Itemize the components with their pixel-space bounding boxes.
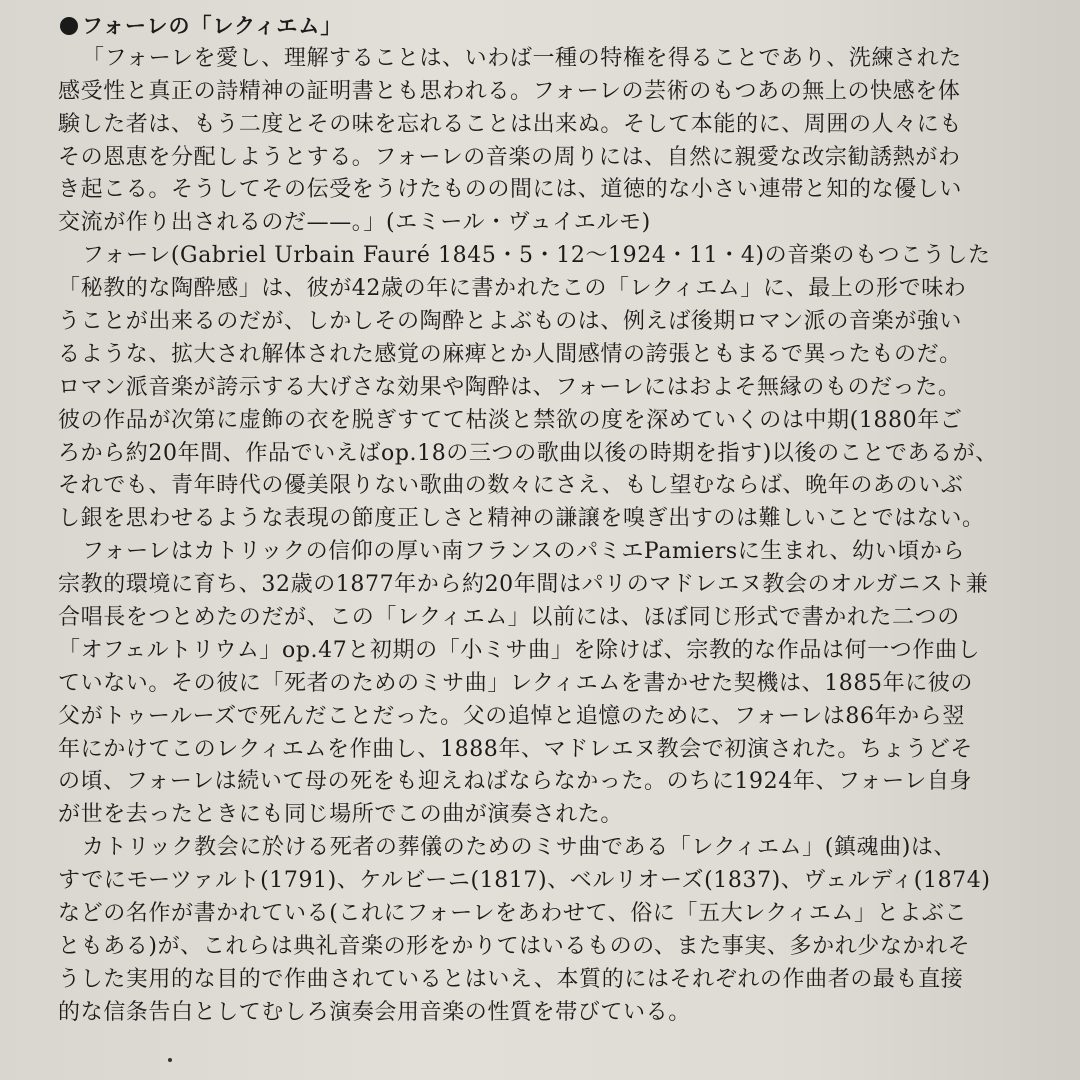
- text-line: フォーレはカトリックの信仰の厚い南フランスのパミエPamiersに生まれ、幼い頃から: [82, 539, 966, 565]
- text-line: 「オフェルトリウム」op.47と初期の「小ミサ曲」を除けば、宗教的な作品は何一つ作曲し: [58, 637, 981, 663]
- text-line: カトリック教会に於ける死者の葬儀のためのミサ曲である「レクィエム」(鎮魂曲)は、: [82, 835, 957, 861]
- text-line: うした実用的な目的で作曲されているとはいえ、本質的にはそれぞれの作曲者の最も直接: [58, 966, 964, 992]
- text-line: それでも、青年時代の優美限りない歌曲の数々にさえ、もし望むならば、晩年のあのいぶ: [58, 473, 964, 499]
- text-line: 交流が作り出されるのだ——。」(エミール・ヴュイエルモ): [58, 210, 651, 236]
- text-line: 宗教的環境に育ち、32歳の1877年から約20年間はパリのマドレエヌ教会のオルガニスト兼: [58, 572, 989, 598]
- text-line: その恩恵を分配しようとする。フォーレの音楽の周りには、自然に親愛な改宗勧誘熱がわ: [58, 144, 961, 170]
- body-text: [58, 10, 1048, 1030]
- text-line: き起こる。そうしてその伝受をうけたものの間には、道徳的な小さい連帯と知的な優しい: [58, 177, 963, 203]
- text-line: ろから約20年間、作品でいえばop.18の三つの歌曲以後の時期を指す)以後のことであるが、: [58, 440, 998, 466]
- heading-text: フォーレの「レクィエム」: [82, 14, 343, 38]
- text-line: の頃、フォーレは続いて母の死をも迎えねばならなかった。のちに1924年、フォーレ自身: [58, 769, 973, 795]
- text-line: し銀を思わせるような表現の節度正しさと精神の謙譲を嗅ぎ出すのは難しいことではない。: [58, 506, 985, 532]
- bullet-icon: [60, 17, 78, 35]
- text-line: 彼の作品が次第に虚飾の衣を脱ぎすてて枯淡と禁欲の度を深めていくのは中期(1880年ご: [58, 407, 963, 433]
- stray-dot-mark: [168, 1058, 172, 1062]
- text-line: 的な信条告白としてむしろ演奏会用音楽の性質を帯びている。: [58, 999, 691, 1025]
- section-heading: [60, 10, 1048, 43]
- text-line: うことが出来るのだが、しかしその陶酔とよぶものは、例えば後期ロマン派の音楽が強い: [58, 309, 963, 335]
- text-line: 年にかけてこのレクィエムを作曲し、1888年、マドレエヌ教会で初演された。ちょうどそ: [58, 736, 973, 762]
- text-line: などの名作が書かれている(これにフォーレをあわせて、俗に「五大レクィエム」とよぶこ: [58, 901, 968, 927]
- text-line: 合唱長をつとめたのだが、この「レクィエム」以前には、ほぼ同じ形式で書かれた二つの: [58, 605, 960, 631]
- text-line: すでにモーツァルト(1791)、ケルビーニ(1817)、ベルリオーズ(1837)、ヴェルディ(1874): [58, 868, 991, 894]
- text-line: ロマン派音楽が誇示する大げさな効果や陶酔は、フォーレにはおよそ無縁のものだった。: [58, 374, 961, 400]
- text-line: 感受性と真正の詩精神の証明書とも思われる。フォーレの芸術のもつあの無上の快感を体: [58, 78, 961, 104]
- text-line: 父がトゥールーズで死んだことだった。父の追悼と追憶のために、フォーレは86年から翌: [58, 703, 965, 729]
- text-line: 「フォーレを愛し、理解することは、いわば一種の特権を得ることであり、洗練された: [82, 45, 962, 71]
- text-line: 験した者は、もう二度とその味を忘れることは出来ぬ。そして本能的に、周囲の人々にも: [58, 111, 963, 137]
- text-line: フォーレ(Gabriel Urbain Fauré 1845・5・12〜1924・11・4)の音楽のもつこうした: [82, 243, 991, 269]
- text-line: が世を去ったときにも同じ場所でこの曲が演奏された。: [58, 802, 624, 828]
- text-line: るような、拡大され解体された感覚の麻痺とか人間感情の誇張ともまるで異ったものだ。: [58, 341, 962, 367]
- text-line: ていない。その彼に「死者のためのミサ曲」レクィエムを書かせた契機は、1885年に彼の: [58, 670, 973, 696]
- text-line: 「秘教的な陶酔感」は、彼が42歳の年に書かれたこの「レクィエム」に、最上の形で味わ: [58, 276, 967, 302]
- text-line: ともある)が、これらは典礼音楽の形をかりてはいるものの、また事実、多かれ少なかれそ: [58, 933, 971, 959]
